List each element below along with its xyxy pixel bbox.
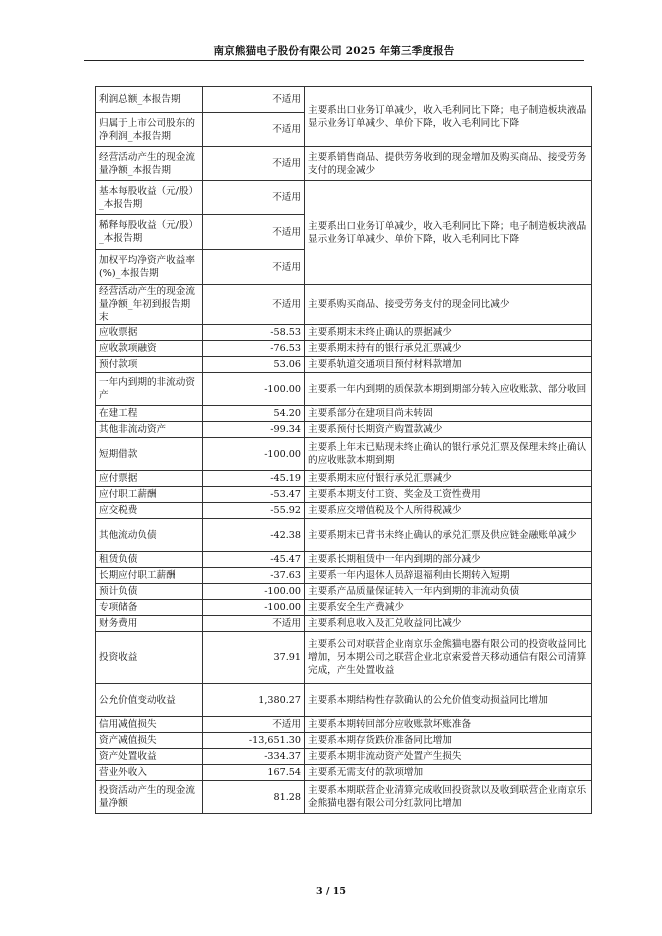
table-row: [96, 781, 592, 814]
row-change-value: 不适用: [203, 113, 305, 147]
row-item-name: 归属于上市公司股东的净利润_本报告期: [96, 113, 203, 147]
row-item-name: 公允价值变动收益: [96, 684, 203, 717]
table-row: [96, 616, 592, 632]
row-change-value: 37.91: [203, 632, 305, 684]
row-change-value: -42.38: [203, 519, 305, 552]
row-change-reason: 主要系本期支付工资、奖金及工资性费用: [305, 487, 592, 503]
row-item-name: 预付款项: [96, 357, 203, 373]
row-change-reason: 主要系产品质量保证转入一年内到期的非流动负债: [305, 584, 592, 600]
row-change-reason: 主要系无需支付的款项增加: [305, 765, 592, 781]
row-change-value: 54.20: [203, 406, 305, 422]
row-item-name: 短期借款: [96, 438, 203, 471]
row-change-reason: 主要系购买商品、接受劳务支付的现金同比减少: [305, 285, 592, 325]
table-row: [96, 600, 592, 616]
row-change-reason: 主要系销售商品、提供劳务收到的现金增加及购买商品、接受劳务支付的现金减少: [305, 147, 592, 181]
table-row: [96, 341, 592, 357]
row-change-reason: 主要系安全生产费减少: [305, 600, 592, 616]
row-item-name: 其他流动负债: [96, 519, 203, 552]
row-change-reason: 主要系期末未终止确认的票据减少: [305, 325, 592, 341]
table-row: [96, 487, 592, 503]
row-change-value: -100.00: [203, 600, 305, 616]
row-change-value: 81.28: [203, 781, 305, 814]
table-row: [96, 552, 592, 568]
row-change-value: -100.00: [203, 438, 305, 471]
table-row: [96, 373, 592, 406]
row-item-name: 应付票据: [96, 471, 203, 487]
row-change-reason: 主要系期末应付银行承兑汇票减少: [305, 471, 592, 487]
row-change-value: 不适用: [203, 87, 305, 113]
table-row: [96, 325, 592, 341]
row-item-name: 利润总额_本报告期: [96, 87, 203, 113]
row-change-value: -76.53: [203, 341, 305, 357]
table-row: [96, 357, 592, 373]
table-row: [96, 406, 592, 422]
table-row: [96, 519, 592, 552]
row-item-name: 基本每股收益（元/股）_本报告期: [96, 181, 203, 215]
row-item-name: 租赁负债: [96, 552, 203, 568]
table-row: [96, 503, 592, 519]
row-change-value: 1,380.27: [203, 684, 305, 717]
table-row: [96, 147, 592, 181]
table-row: [96, 568, 592, 584]
row-change-value: 不适用: [203, 215, 305, 250]
row-item-name: 在建工程: [96, 406, 203, 422]
row-change-value: 不适用: [203, 616, 305, 632]
row-change-value: -45.47: [203, 552, 305, 568]
row-item-name: 投资活动产生的现金流量净额: [96, 781, 203, 814]
row-change-value: -100.00: [203, 373, 305, 406]
table-row: [96, 717, 592, 733]
row-change-reason: 主要系公司对联营企业南京乐金熊猫电器有限公司的投资收益同比增加，另本期公司之联营企业北京索爱普天移动通信有限公司清算完成，产生处置收益: [305, 632, 592, 684]
row-item-name: 资产处置收益: [96, 749, 203, 765]
row-change-reason: 主要系应交增值税及个人所得税减少: [305, 503, 592, 519]
row-change-value: 不适用: [203, 285, 305, 325]
table-row: [96, 438, 592, 471]
row-change-value: -55.92: [203, 503, 305, 519]
row-item-name: 稀释每股收益（元/股）_本报告期: [96, 215, 203, 250]
header-divider: [84, 60, 584, 61]
row-change-reason: 主要系期末持有的银行承兑汇票减少: [305, 341, 592, 357]
row-item-name: 经营活动产生的现金流量净额_年初到报告期末: [96, 285, 203, 325]
row-change-value: 不适用: [203, 181, 305, 215]
row-change-value: -45.19: [203, 471, 305, 487]
table-row: [96, 632, 592, 684]
row-change-value: 不适用: [203, 717, 305, 733]
page-header-title: 南京熊猫电子股份有限公司 2025 年第三季度报告: [213, 45, 455, 57]
row-change-reason: 主要系部分在建项目尚未转固: [305, 406, 592, 422]
row-change-value: 不适用: [203, 147, 305, 181]
row-change-reason: 主要系本期存货跌价准备同比增加: [305, 733, 592, 749]
page-number: 3 / 15: [316, 886, 346, 897]
row-item-name: 加权平均净资产收益率(%)_本报告期: [96, 250, 203, 285]
table-row: [96, 285, 592, 325]
row-change-reason: 主要系上年末已贴现未终止确认的银行承兑汇票及保理未终止确认的应收账款本期到期: [305, 438, 592, 471]
table-row: [96, 684, 592, 717]
row-item-name: 应收票据: [96, 325, 203, 341]
row-change-reason: 主要系本期转回部分应收账款坏账准备: [305, 717, 592, 733]
row-change-value: 167.54: [203, 765, 305, 781]
table-row: [96, 733, 592, 749]
row-item-name: 应付职工薪酬: [96, 487, 203, 503]
row-item-name: 经营活动产生的现金流量净额_本报告期: [96, 147, 203, 181]
table-row: [96, 749, 592, 765]
row-change-reason: 主要系预付长期资产购置款减少: [305, 422, 592, 438]
row-item-name: 投资收益: [96, 632, 203, 684]
row-item-name: 长期应付职工薪酬: [96, 568, 203, 584]
table-body: [96, 87, 592, 814]
table-row: [96, 471, 592, 487]
row-change-value: -58.53: [203, 325, 305, 341]
row-item-name: 专项储备: [96, 600, 203, 616]
table-row: [96, 584, 592, 600]
row-change-value: -53.47: [203, 487, 305, 503]
row-change-reason: 主要系一年内退休人员辞退福利由长期转入短期: [305, 568, 592, 584]
row-change-value: -13,651.30: [203, 733, 305, 749]
row-change-value: -99.34: [203, 422, 305, 438]
row-change-value: -100.00: [203, 584, 305, 600]
row-item-name: 资产减值损失: [96, 733, 203, 749]
row-item-name: 营业外收入: [96, 765, 203, 781]
row-change-reason: 主要系利息收入及汇兑收益同比减少: [305, 616, 592, 632]
row-item-name: 预计负债: [96, 584, 203, 600]
row-item-name: 财务费用: [96, 616, 203, 632]
row-change-value: -37.63: [203, 568, 305, 584]
row-change-value: -334.37: [203, 749, 305, 765]
row-change-value: 53.06: [203, 357, 305, 373]
row-change-reason: 主要系出口业务订单减少，收入毛利同比下降；电子制造板块液晶显示业务订单减少、单价下降，收入毛利同比下降: [305, 181, 592, 285]
row-item-name: 应交税费: [96, 503, 203, 519]
row-change-reason: 主要系出口业务订单减少，收入毛利同比下降；电子制造板块液晶显示业务订单减少、单价下降，收入毛利同比下降: [305, 87, 592, 147]
row-change-reason: 主要系本期结构性存款确认的公允价值变动损益同比增加: [305, 684, 592, 717]
row-change-reason: 主要系期末已背书未终止确认的承兑汇票及供应链金融账单减少: [305, 519, 592, 552]
row-item-name: 应收款项融资: [96, 341, 203, 357]
row-change-reason: 主要系一年内到期的质保款本期到期部分转入应收账款、部分收回: [305, 373, 592, 406]
row-change-reason: 主要系轨道交通项目预付材料款增加: [305, 357, 592, 373]
table-row: [96, 181, 592, 215]
row-item-name: 信用减值损失: [96, 717, 203, 733]
row-change-reason: 主要系本期非流动资产处置产生损失: [305, 749, 592, 765]
row-change-reason: 主要系本期联营企业清算完成收回投资款以及收到联营企业南京乐金熊猫电器有限公司分红款同比增加: [305, 781, 592, 814]
financial-changes-table: [95, 86, 592, 814]
row-change-reason: 主要系长期租赁中一年内到期的部分减少: [305, 552, 592, 568]
table-row: [96, 87, 592, 113]
table-row: [96, 422, 592, 438]
row-item-name: 一年内到期的非流动资产: [96, 373, 203, 406]
row-item-name: 其他非流动资产: [96, 422, 203, 438]
row-change-value: 不适用: [203, 250, 305, 285]
table-row: [96, 765, 592, 781]
